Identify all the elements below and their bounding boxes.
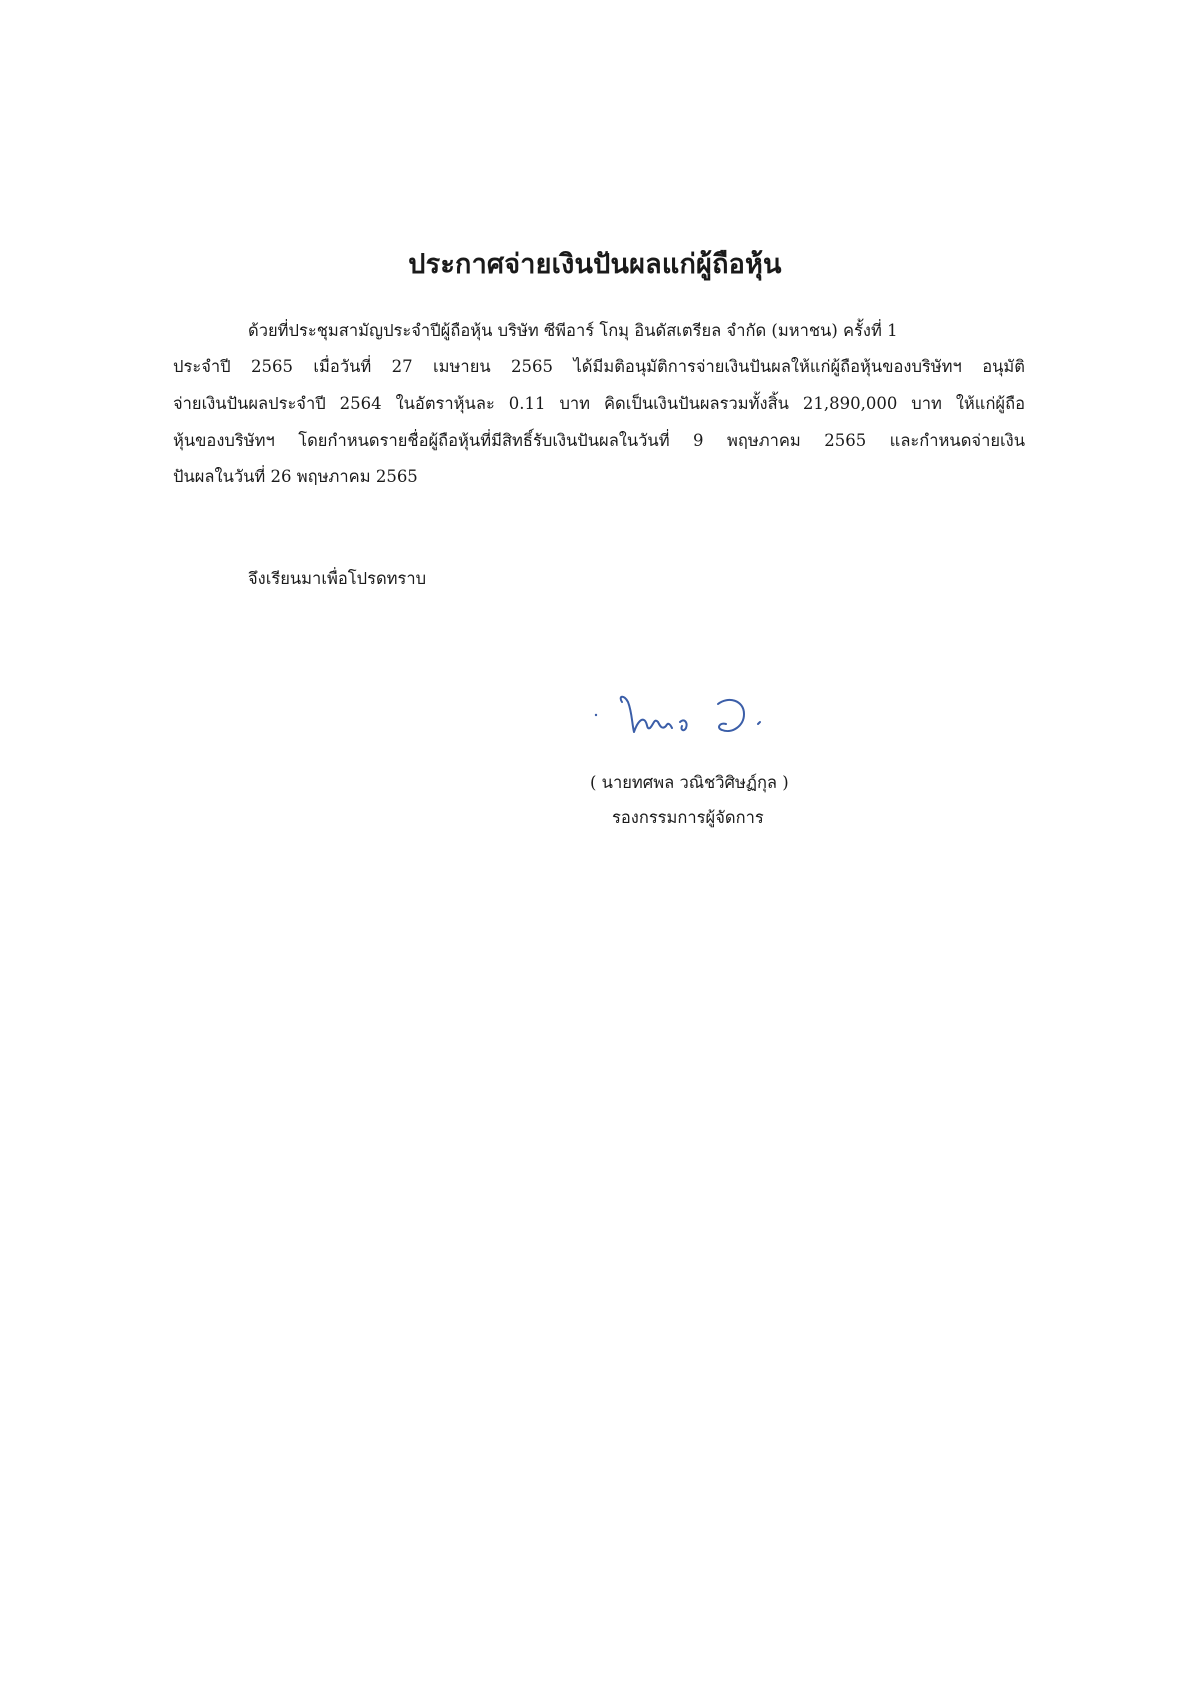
signer-name: ( นายทศพล วณิชวิศิษฏ์กุล ) [590,773,789,792]
closing-line: จึงเรียนมาเพื่อโปรดทราบ [248,569,427,588]
body-line-5: ปันผลในวันที่ 26 พฤษภาคม 2565 [173,467,418,486]
signer-title: รองกรรมการผู้จัดการ [612,808,764,827]
body-line-1: ด้วยที่ประชุมสามัญประจำปีผู้ถือหุ้น บริษัท ซีพีอาร์ โกมุ อินดัสเตรียล จำกัด (มหาชน) ครั้งที่ 1 [248,321,898,340]
document-title: ประกาศจ่ายเงินปันผลแก่ผู้ถือหุ้น [408,249,782,280]
body-line-3: จ่ายเงินปันผลประจำปี 2564 ในอัตราหุ้นละ 0.11 บาท คิดเป็นเงินปันผลรวมทั้งสิ้น 21,890,000 บาท ให้แก่ผู้ถือ [173,394,1025,413]
body-line-4: หุ้นของบริษัทฯ โดยกำหนดรายชื่อผู้ถือหุ้นที่มีสิทธิ์รับเงินปันผลในวันที่ 9 พฤษภาคม 2565 และกำหนดจ่ายเงิน [173,431,1025,450]
body-line-2: ประจำปี 2565 เมื่อวันที่ 27 เมษายน 2565 ได้มีมติอนุมัติการจ่ายเงินปันผลให้แก่ผู้ถือหุ้นของบริษัทฯ อนุมัติ [173,357,1025,376]
handwritten-signature [588,688,788,758]
